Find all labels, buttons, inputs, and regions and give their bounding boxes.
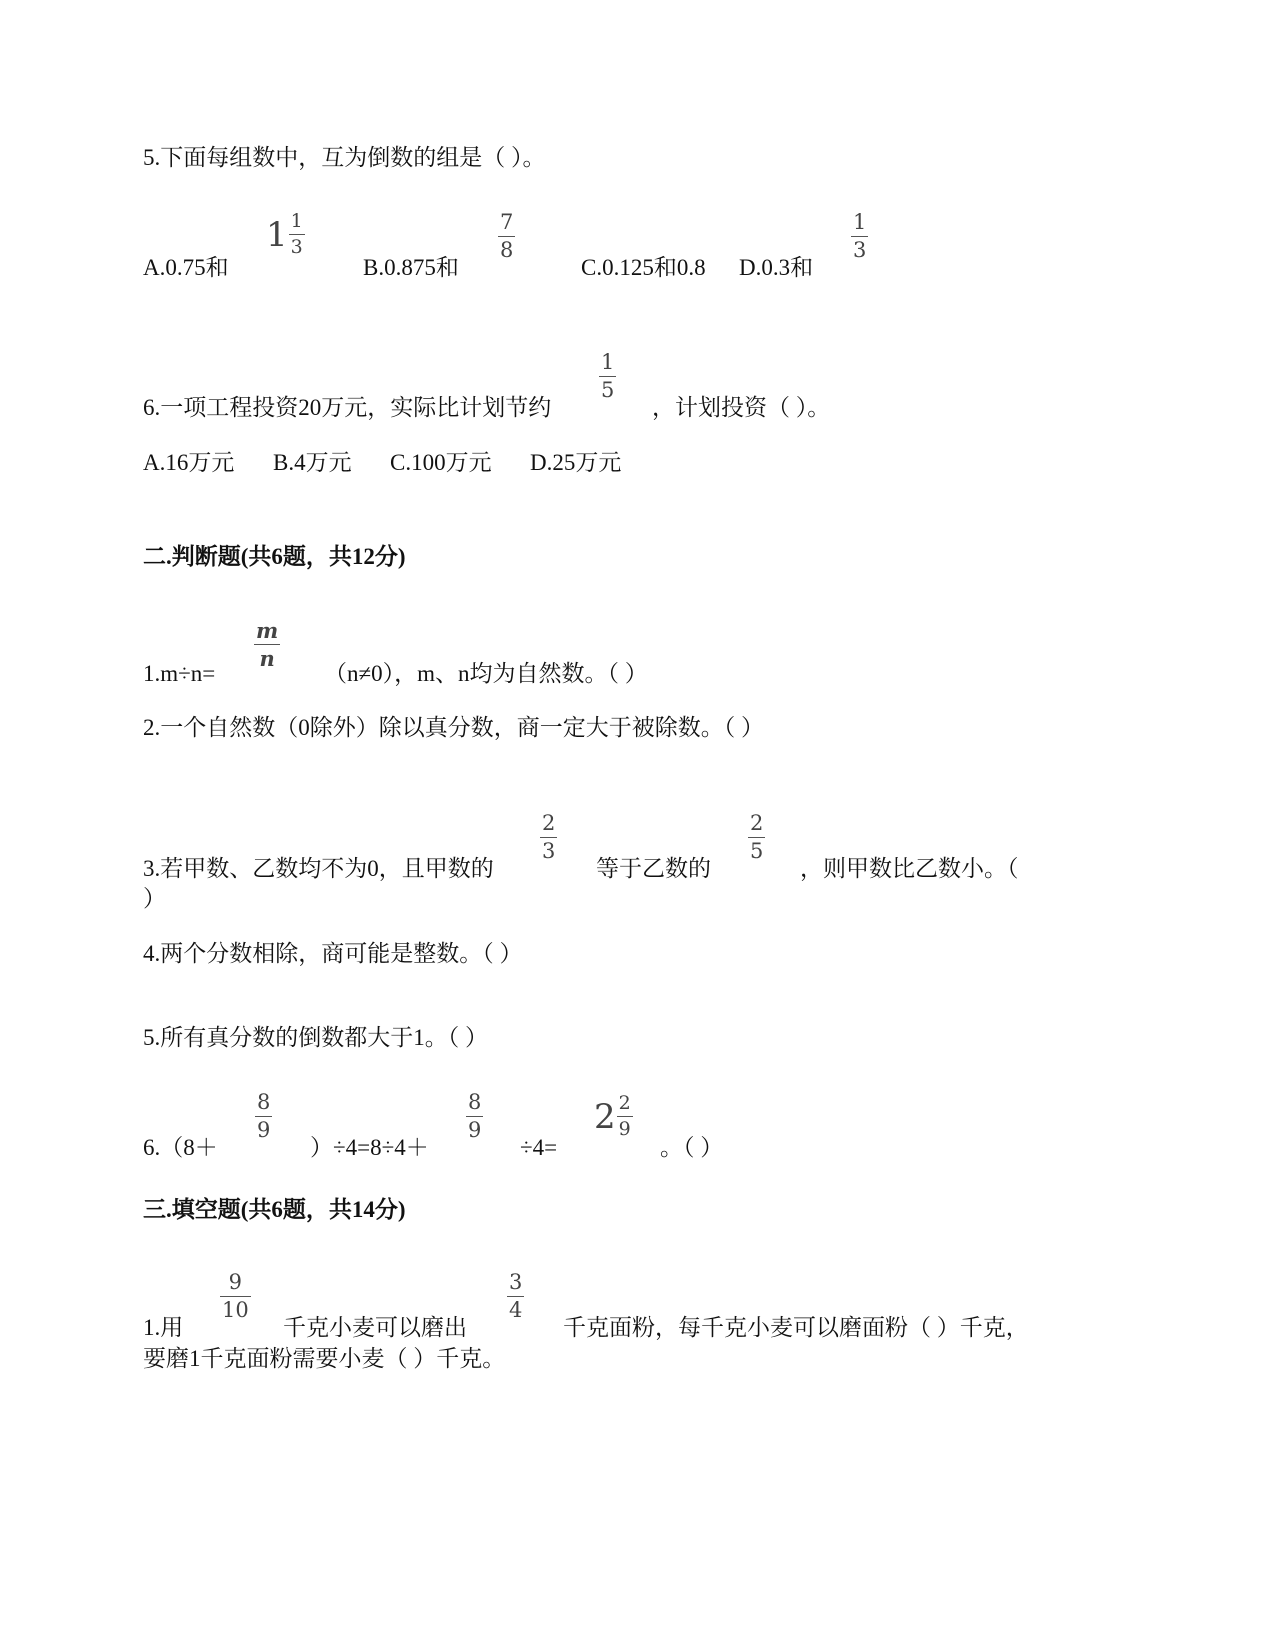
- q5-option-c[interactable]: C.0.125和0.8: [581, 255, 706, 280]
- q5-option-a-mixed-number: [266, 212, 305, 257]
- fill1-after: 千克面粉，每千克小麦可以磨面粉（ ）千克，: [563, 1315, 1029, 1340]
- q6-stem-after: ，计划投资（ ）。: [652, 395, 831, 420]
- q6-option-c[interactable]: C.100万元: [390, 450, 492, 475]
- fill1-line2: 要磨1千克面粉需要小麦（ ）千克。: [143, 1346, 506, 1371]
- mixed-whole: 1: [266, 214, 288, 255]
- judge3-fraction-1: [540, 813, 557, 862]
- judge1-fraction: [254, 620, 280, 669]
- numerator: 1: [290, 210, 303, 232]
- q5-option-d[interactable]: D.0.3和: [739, 255, 814, 280]
- judge1-after: （n≠0），m、n均为自然数。（ ）: [324, 661, 648, 686]
- judge6-mixed-number: [594, 1094, 633, 1139]
- section3-heading: 三.填空题(共6题，共14分): [143, 1197, 406, 1222]
- denominator: 9: [468, 1118, 482, 1142]
- mixed-fraction: [617, 1094, 633, 1139]
- fill1-mid: 千克小麦可以磨出: [283, 1315, 467, 1340]
- judge1-before: 1.m÷n=: [143, 661, 216, 686]
- judge6-after: 。（ ）: [660, 1135, 724, 1160]
- numerator: 1: [601, 350, 615, 374]
- numerator: 2: [750, 811, 764, 835]
- denominator: 3: [542, 839, 556, 863]
- mixed-whole: 2: [594, 1096, 616, 1137]
- judge5: 5.所有真分数的倒数都大于1。（ ）: [143, 1025, 488, 1050]
- judge2: 2.一个自然数（0除外）除以真分数，商一定大于被除数。（ ）: [143, 715, 764, 740]
- denominator: 10: [222, 1298, 249, 1322]
- denominator: n: [259, 646, 275, 671]
- numerator: m: [256, 618, 279, 643]
- fill1-before: 1.用: [143, 1315, 184, 1340]
- q5-option-b[interactable]: B.0.875和: [363, 255, 459, 280]
- judge6-fraction-2: [466, 1092, 483, 1141]
- numerator: 9: [228, 1270, 243, 1294]
- denominator: 5: [601, 378, 615, 402]
- denominator: 5: [750, 839, 764, 863]
- numerator: 1: [853, 210, 867, 234]
- judge3-before: 3.若甲数、乙数均不为0，且甲数的: [143, 856, 494, 881]
- judge6-before: 6.（8＋: [143, 1135, 218, 1160]
- judge4: 4.两个分数相除，商可能是整数。（ ）: [143, 941, 523, 966]
- section2-heading: 二.判断题(共6题，共12分): [143, 544, 406, 569]
- judge6-mid2: ÷4=: [520, 1135, 558, 1160]
- judge6-mid: ）÷4=8÷4＋: [310, 1135, 429, 1160]
- judge3-fraction-2: [748, 813, 765, 862]
- denominator: 3: [853, 238, 867, 262]
- q6-stem-before: 6.一项工程投资20万元，实际比计划节约: [143, 395, 552, 420]
- denominator: 8: [500, 238, 514, 262]
- judge3-after: ，则甲数比乙数小。（: [800, 856, 1019, 881]
- judge6-fraction-1: [255, 1092, 272, 1141]
- q6-option-b[interactable]: B.4万元: [273, 450, 352, 475]
- numerator: 8: [257, 1090, 271, 1114]
- denominator: 9: [618, 1118, 631, 1140]
- numerator: 2: [618, 1092, 631, 1114]
- q5-stem: 5.下面每组数中，互为倒数的组是（ ）。: [143, 145, 546, 170]
- q5-option-d-fraction: [851, 212, 868, 261]
- numerator: 3: [509, 1270, 523, 1294]
- numerator: 7: [500, 210, 514, 234]
- judge3-close: ）: [143, 886, 166, 911]
- denominator: 4: [509, 1298, 523, 1322]
- q6-fraction: [599, 352, 616, 401]
- numerator: 2: [542, 811, 556, 835]
- q6-option-d[interactable]: D.25万元: [530, 450, 622, 475]
- mixed-fraction: [289, 212, 305, 257]
- denominator: 9: [257, 1118, 271, 1142]
- fill1-fraction-2: [507, 1272, 524, 1321]
- q6-option-a[interactable]: A.16万元: [143, 450, 235, 475]
- q5-option-b-fraction: [498, 212, 515, 261]
- judge3-mid: 等于乙数的: [596, 856, 711, 881]
- fill1-fraction-1: [220, 1272, 251, 1321]
- numerator: 8: [468, 1090, 482, 1114]
- q5-option-a[interactable]: A.0.75和: [143, 255, 229, 280]
- denominator: 3: [290, 236, 303, 258]
